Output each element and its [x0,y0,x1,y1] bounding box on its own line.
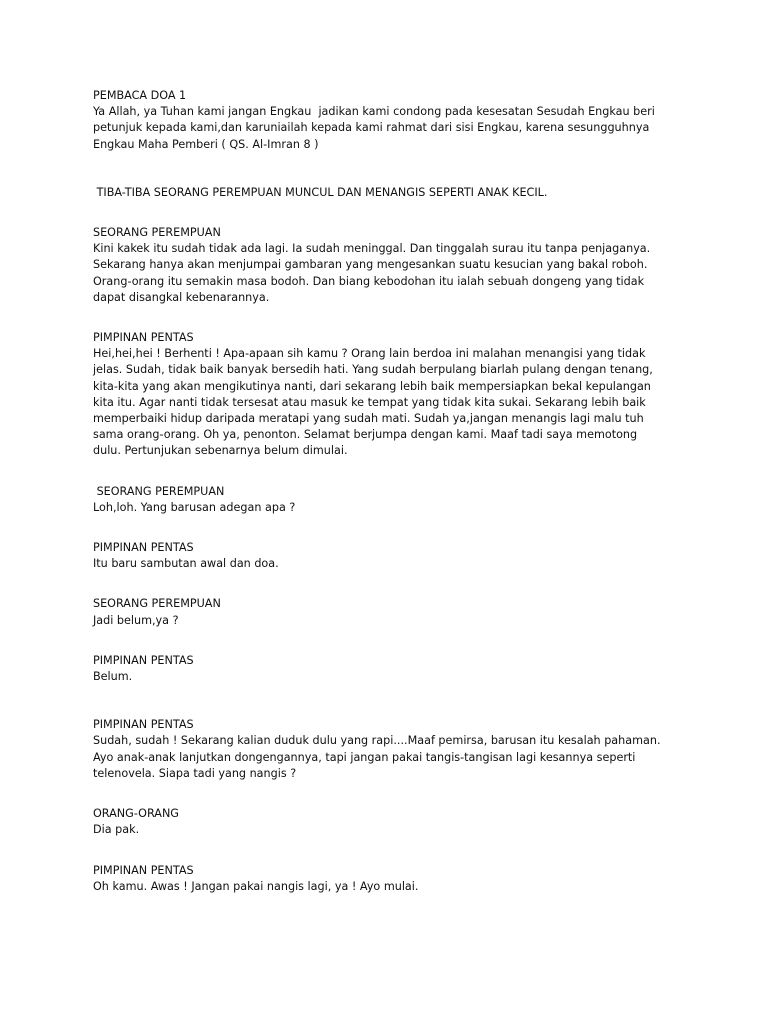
dialogue-line: Kini kakek itu sudah tidak ada lagi. Ia sudah meninggal. Dan tinggalah surau itu tanpa penjaganya. [93,242,651,256]
speaker-label: SEORANG PEREMPUAN [93,226,221,240]
spacer [93,153,693,185]
dialogue-line: Loh,loh. Yang barusan adegan apa ? [93,500,296,514]
dialogue-line: dapat disangkal kebenarannya. [93,290,270,304]
dialogue-line: Hei,hei,hei ! Berhenti ! Apa-apaan sih kamu ? Orang lain berdoa ini malahan menangisi yang tidak [93,347,646,361]
speaker-label: PIMPINAN PENTAS [93,718,194,732]
spacer [93,629,693,653]
speaker-label: SEORANG PEREMPUAN [93,484,225,498]
speaker-label: PIMPINAN PENTAS [93,541,194,555]
dialogue-line: petunjuk kepada kami,dan karuniailah kepada kami rahmat dari sisi Engkau, karena sesungguhnya [93,121,650,135]
dialogue-line: Oh kamu. Awas ! Jangan pakai nangis lagi, ya ! Ayo mulai. [93,879,419,893]
dialogue-line: Ayo anak-anak lanjutkan dongengannya, tapi jangan pakai tangis-tangisan lagi kesannya seperti [93,750,636,764]
dialogue-line: Sudah, sudah ! Sekarang kalian duduk dulu yang rapi....Maaf pemirsa, barusan itu kesalah pahaman. [93,734,661,748]
speaker-label: ORANG-ORANG [93,807,179,821]
script-text [93,88,693,895]
dialogue-line: dulu. Pertunjukan sebenarnya belum dimulai. [93,444,348,458]
speaker-label: PEMBACA DOA 1 [93,89,187,102]
dialogue-line: Jadi belum,ya ? [93,613,179,627]
spacer [93,782,693,806]
speaker-label: SEORANG PEREMPUAN [93,597,221,611]
speaker-label: PIMPINAN PENTAS [93,863,194,877]
dialogue-line: memperbaiki hidup daripada meratapi yang sudah mati. Sudah ya,jangan menangis lagi malu tuh [93,412,644,426]
dialogue-line: telenovela. Siapa tadi yang nangis ? [93,766,297,780]
spacer [93,516,693,540]
spacer [93,839,693,863]
speaker-label: PIMPINAN PENTAS [93,653,194,667]
dialogue-line: Dia pak. [93,823,140,837]
spacer [93,572,693,596]
dialogue-line: Sekarang hanya akan menjumpai gambaran yang mengesankan suatu kesucian yang bakal roboh. [93,258,648,272]
dialogue-line: Engkau Maha Pemberi ( QS. Al-Imran 8 ) [93,137,319,151]
spacer [93,306,693,330]
dialogue-line: Belum. [93,670,133,684]
stage-direction: TIBA-TIBA SEORANG PEREMPUAN MUNCUL DAN MENANGIS SEPERTI ANAK KECIL. [93,185,548,199]
dialogue-line: kita-kita yang akan mengikutinya nanti, dari sekarang lebih baik mempersiapkan bekal kepulangan [93,379,651,393]
dialogue-line: jelas. Sudah, tidak baik banyak bersedih hati. Yang sudah berpulang biarlah pulang dengan tenang, [93,363,653,377]
speaker-label: PIMPINAN PENTAS [93,331,194,345]
dialogue-line: Ya Allah, ya Tuhan kami jangan Engkau jadikan kami condong pada kesesatan Sesudah Engkau beri [93,105,655,119]
dialogue-line: sama orang-orang. Oh ya, penonton. Selamat berjumpa dengan kami. Maaf tadi saya memotong [93,428,638,442]
dialogue-line: kita itu. Agar nanti tidak tersesat atau masuk ke tempat yang tidak kita sukai. Sekarang lebih baik [93,395,646,409]
spacer [93,685,693,717]
spacer [93,460,693,484]
dialogue-line: Orang-orang itu semakin masa bodoh. Dan biang kebodohan itu ialah sebuah dongeng yang tidak [93,274,645,288]
spacer [93,201,693,225]
dialogue-line: Itu baru sambutan awal dan doa. [93,557,279,571]
